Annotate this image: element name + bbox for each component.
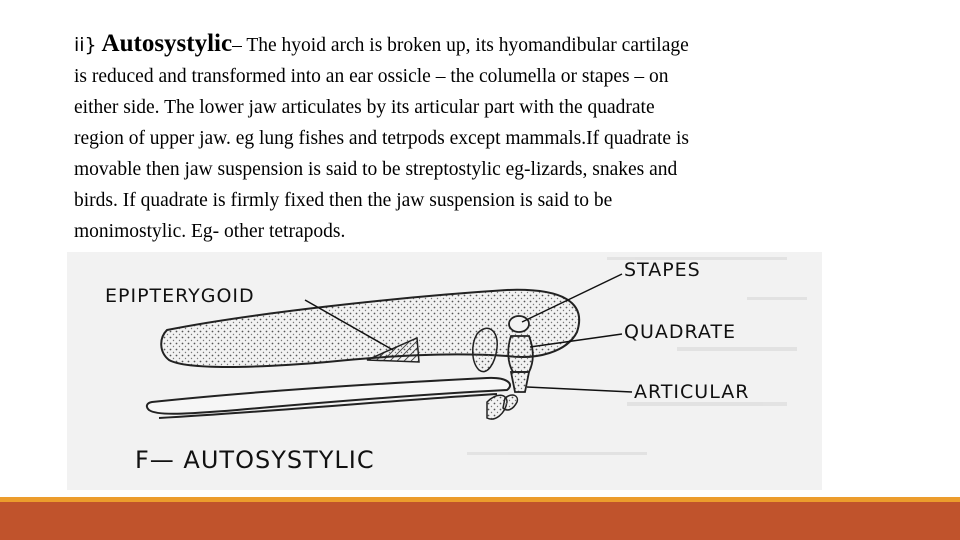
term-heading: Autosystylic	[101, 30, 233, 57]
label-articular: ARTICULAR	[634, 381, 750, 403]
articular-bone	[511, 372, 529, 392]
first-line	[74, 28, 864, 61]
label-quadrate: QUADRATE	[624, 321, 737, 343]
quadrate-process	[473, 328, 497, 371]
slide-text	[74, 28, 864, 247]
label-epipterygoid: EPIPTERYGOID	[105, 285, 255, 307]
jaw-suspension-diagram	[67, 252, 822, 490]
footer-bar	[0, 502, 960, 540]
leader-articular	[527, 387, 632, 392]
stapes-bone	[509, 316, 529, 332]
quadrate-bone	[508, 336, 533, 372]
text-line-4: region of upper jaw. eg lung fishes and tetrpods except mammals.If quadrate is	[74, 128, 689, 149]
text-line-5: movable then jaw suspension is said to be streptostylic eg-lizards, snakes and	[74, 159, 678, 180]
text-line-3: either side. The lower jaw articulates by its articular part with the quadrate	[74, 97, 655, 118]
label-stapes: STAPES	[624, 259, 701, 281]
text-line-1: – The hyoid arch is broken up, its hyomandibular cartilage	[232, 35, 689, 56]
text-line-6: birds. If quadrate is firmly fixed then the jaw suspension is said to be	[74, 190, 613, 211]
list-marker: ii}	[74, 34, 97, 56]
figure-caption: F— AUTOSYSTYLIC	[135, 446, 375, 474]
text-line-7: monimostylic. Eg- other tetrapods.	[74, 221, 346, 242]
text-line-2: is reduced and transformed into an ear ossicle – the columella or stapes – on	[74, 66, 669, 87]
autosystylic-figure	[67, 252, 822, 490]
hyoid-fragment-2	[503, 395, 517, 410]
